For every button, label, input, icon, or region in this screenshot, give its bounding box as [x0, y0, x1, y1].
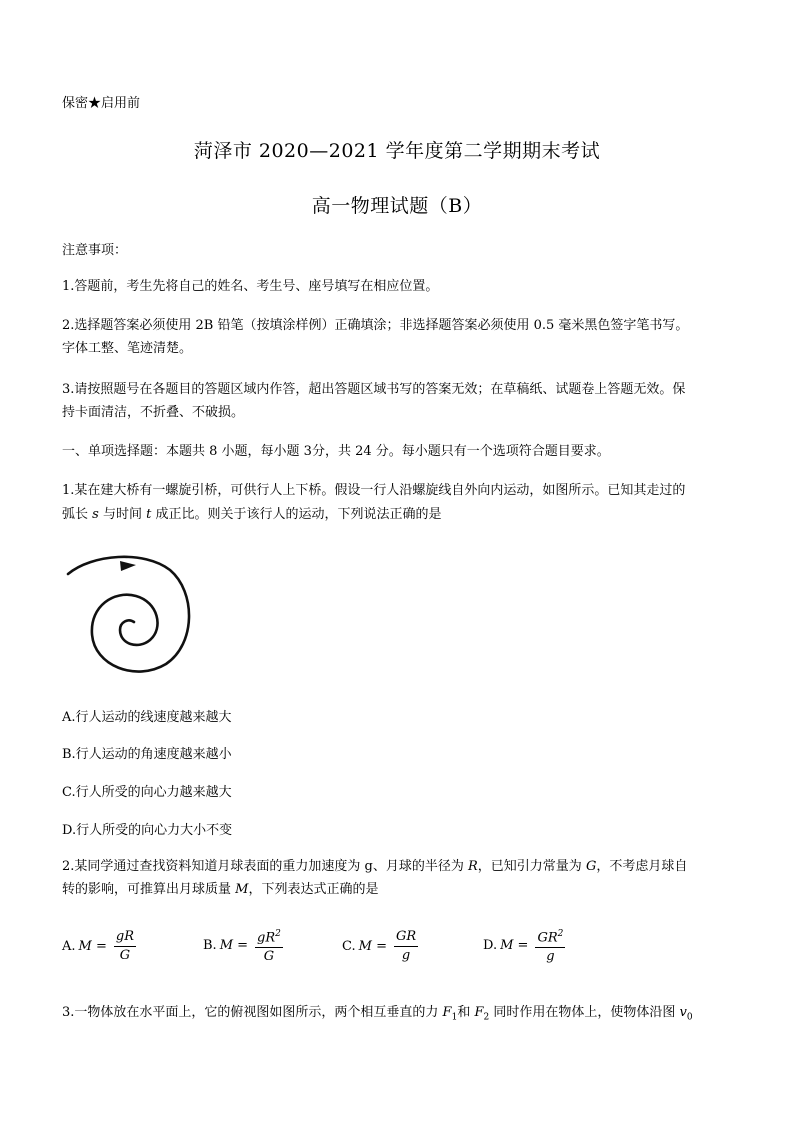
- q2-option-b-denominator: G: [263, 949, 275, 965]
- q2-option-a-numerator: gR: [114, 928, 136, 947]
- q2-option-d: [483, 925, 565, 966]
- q1-var-s: s: [92, 507, 99, 522]
- spiral-path: [68, 557, 189, 672]
- q2-text-c: ，不考虑月球自: [596, 859, 688, 874]
- q3-var-v0: v: [679, 1005, 687, 1020]
- q2-option-c-lhs: M =: [358, 939, 387, 954]
- notice-item-3-line-2: 持卡面清洁，不折叠、不破损。: [62, 405, 245, 420]
- q2-var-m: M: [235, 882, 249, 897]
- q2-text-d: 转的影响，可推算出月球质量: [62, 882, 236, 897]
- q1-var-t: t: [146, 507, 152, 522]
- q3-text-b: 同时作用在物体上，使物体沿图: [489, 1005, 680, 1020]
- q2-option-b-fraction: [255, 925, 283, 966]
- q2-option-c-denominator: g: [401, 948, 411, 963]
- q2-option-c-fraction: [394, 928, 418, 965]
- q2-option-d-numerator-text: GR: [537, 930, 558, 946]
- q1-option-a: A.行人运动的线速度越来越大: [62, 710, 232, 725]
- notice-heading: 注意事项：: [62, 243, 128, 258]
- q2-option-a: [62, 928, 136, 965]
- q2-text-e: ，下列表达式正确的是: [248, 882, 379, 897]
- q2-option-c-numerator: GR: [394, 928, 418, 947]
- q2-var-g: G: [585, 859, 597, 874]
- q2-option-c: [342, 928, 418, 965]
- notice-item-2-line-1: 2.选择题答案必须使用 2B 铅笔（按填涂样例）正确填涂；非选择题答案必须使用 0.5 毫米黑色签字笔书写。: [62, 318, 689, 333]
- notice-item-3-line-1: 3.请按照题号在各题目的答题区域内作答，超出答题区域书写的答案无效；在草稿纸、试题卷上答题无效。保: [62, 382, 686, 397]
- spiral-arrowhead: [120, 561, 136, 571]
- q1-text-a: 弧长: [62, 507, 93, 522]
- section-1-heading: 一、单项选择题：本题共 8 小题，每小题 3分，共 24 分。每小题只有一个选项符合题目要求。: [62, 444, 610, 459]
- q2-option-b-exponent: 2: [275, 929, 281, 939]
- q2-option-b-label: B.: [203, 938, 217, 954]
- secret-label: 保密★启用前: [62, 96, 141, 111]
- q2-option-d-fraction: [535, 925, 565, 966]
- q3-var-v0-sub: 0: [686, 1012, 693, 1023]
- q1-text-b: 与时间: [98, 507, 147, 522]
- q1-option-b: B.行人运动的角速度越来越小: [62, 747, 232, 762]
- q1-option-c: C.行人所受的向心力越来越大: [62, 785, 232, 800]
- q2-text-a: 2.某同学通过查找资料知道月球表面的重力加速度为 g、月球的半径为: [62, 859, 468, 874]
- q3-var-f1-sub: 1: [451, 1012, 458, 1023]
- spiral-figure: [62, 548, 196, 676]
- q2-option-b-lhs: M =: [219, 938, 249, 954]
- q2-option-b: [203, 925, 283, 966]
- q2-option-a-denominator: G: [119, 948, 131, 963]
- q1-line-1: 1.某在建大桥有一螺旋引桥，可供行人上下桥。假设一行人沿螺旋线自外向内运动，如图所示。已知其走过的: [62, 483, 686, 498]
- paper-title: 高一物理试题（B）: [311, 195, 483, 217]
- notice-item-2-line-2: 字体工整、笔迹清楚。: [62, 341, 193, 356]
- q2-option-d-denominator: g: [546, 949, 555, 965]
- q2-option-d-exponent: 2: [557, 929, 564, 939]
- q3-var-f2-sub: 2: [483, 1012, 490, 1023]
- q2-option-a-fraction: [114, 928, 136, 965]
- q2-text-b: ，已知引力常量为: [477, 859, 586, 874]
- q3-var-f2: F: [474, 1005, 484, 1020]
- q1-text-c: 成正比。则关于该行人的运动，下列说法正确的是: [151, 507, 442, 522]
- q2-option-d-lhs: M =: [500, 938, 529, 954]
- q2-option-b-numerator-text: gR: [257, 930, 276, 946]
- q3-var-f1: F: [442, 1005, 452, 1020]
- q2-line-1: [62, 857, 687, 877]
- q2-line-2: [62, 880, 378, 900]
- q2-option-c-label: C.: [342, 939, 356, 954]
- q2-option-b-numerator: [255, 925, 283, 948]
- q2-option-a-label: A.: [62, 939, 76, 954]
- q2-option-d-numerator: [535, 925, 565, 948]
- q3-text-a: 3.一物体放在水平面上，它的俯视图如图所示，两个相互垂直的力: [62, 1005, 443, 1020]
- exam-title: 菏泽市 2020—2021 学年度第二学期期末考试: [193, 140, 601, 162]
- q3-text-and: 和: [457, 1005, 475, 1020]
- q1-line-2: [62, 505, 441, 525]
- q1-option-d: D.行人所受的向心力大小不变: [62, 823, 233, 838]
- q2-option-d-label: D.: [483, 938, 498, 954]
- q2-option-a-lhs: M =: [78, 939, 107, 954]
- q2-var-r: R: [468, 859, 478, 874]
- q3-line-1: [62, 1003, 693, 1028]
- notice-item-1: 1.答题前，考生先将自己的姓名、考生号、座号填写在相应位置。: [62, 279, 439, 294]
